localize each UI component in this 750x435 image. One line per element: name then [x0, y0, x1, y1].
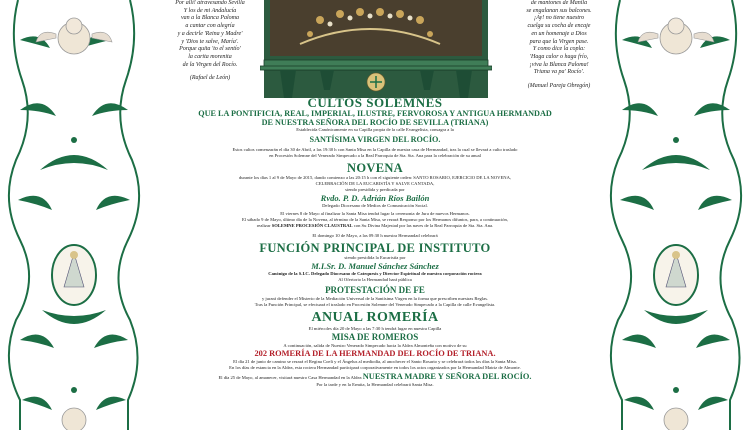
simpecado-altar-image	[260, 0, 492, 98]
novena-line-1: durante los días 1 al 9 de Mayo de 2015, dando comienzo a las 20:15 h con el siguiente orden: SANTO ROSARIO, EJERCICIO DE LA NOVENA,	[238, 175, 512, 181]
virgin-medallion-right	[654, 245, 698, 305]
romeria-line-3: El día 21 de junio de camino se rezará el Regina Coeli y el Ángelus al mediodía, al anochecer el Santo Rosario y se celebrará todos los días la Santa Misa.	[233, 359, 517, 365]
poem-line: Por allí! atravesando Sevilla	[175, 0, 245, 6]
novena-line-2: CELEBRACIÓN DE LA EUCARISTÍA Y SALVE CANTADA,	[315, 181, 435, 187]
poem-line: para que la Virgen pase.	[529, 38, 589, 45]
poem-line: ¡Ay! no tiene nuestro	[533, 15, 585, 22]
novena-line-6: El sábado 9 de Mayo, último día de la Novena, al término de la Santa Misa, se rezará Responso por los Hermanos difuntos, para, a continuación,	[242, 217, 508, 223]
cherub-top-left	[36, 18, 112, 54]
protestacion-line-1: y jurará defender el Misterio de la Mediación Universal de la Santísima Virgen en la forma que prescriben nuestras Reglas.	[261, 296, 489, 302]
main-announcement	[148, 96, 602, 388]
romeria-virgin: NUESTRA MADRE Y SEÑORA DEL ROCÍO.	[362, 372, 532, 382]
poem-left	[150, 0, 270, 83]
right-border-drawing	[602, 0, 750, 430]
novena-line-7c: con Su Divina Majestad por las naves de la Real Parroquia de Sta. Sta. Ana.	[353, 223, 494, 229]
novena-line-3: siendo presidida y predicada por	[345, 187, 405, 193]
right-ornamental-border	[602, 0, 750, 430]
funcion-title: FUNCIÓN PRINCIPAL DE INSTITUTO	[259, 241, 491, 256]
poem-line: Y los de mi Andalucía	[183, 7, 237, 14]
poem-line: de mantones de Manila	[530, 0, 588, 6]
novena-line-7a: realizar	[256, 223, 271, 229]
romeria-misa: MISA DE ROMEROS	[331, 332, 419, 343]
virgin-title: SANTÍSIMA VIRGEN DEL ROCÍO.	[309, 135, 441, 145]
left-ornamental-border	[0, 0, 148, 430]
novena-line-8: El domingo 10 de Mayo, a las 09:30 h nuestra Hermandad celebrará	[312, 233, 438, 239]
left-border-drawing	[0, 0, 148, 430]
established-line: Establecida Canónicamente en su Capilla propia de la calle Evangelista, consagra a la	[296, 127, 454, 133]
poem-line: cuelga su cocha de encaje	[527, 23, 591, 30]
novena-preacher-role: Delegado Diocesano de Medios de Comunicación Social.	[322, 203, 428, 209]
poem-line: y a decirle 'Reina y Madre'	[177, 30, 243, 37]
funcion-line-1: siendo presidida la Eucaristía por	[344, 255, 406, 261]
subtitle-line-1: QUE LA PONTIFICIA, REAL, IMPERIAL, ILUSTRE, FERVOROSA Y ANTIGUA HERMANDAD	[198, 109, 552, 118]
poem-line: Porque quita 'to el sentío'	[179, 46, 241, 53]
romeria-title: ANUAL ROMERÍA	[311, 310, 439, 326]
novena-line-7	[148, 223, 602, 229]
romeria-line-5a: El día 25 de Mayo, al amanecer, visitará nuestro Casa Hermandad en la Aldea	[218, 375, 362, 381]
poem-author: (Rafael de León)	[189, 75, 231, 82]
cherub-bottom-left	[62, 408, 86, 430]
altar-drawing	[260, 0, 492, 98]
romeria-line-4: En los días de estancia en la Aldea, esta rociera Hermandad participará corporativamente en todos los actos organizados por la Hermandad Matriz de Almonte.	[229, 365, 521, 371]
novena-title: NOVENA	[347, 161, 403, 176]
poem-line: en un homenaje a Dios	[531, 30, 587, 37]
poem-line: y 'Dios te salve, María'.	[181, 38, 239, 45]
poem-line: van a la Blanca Paloma	[181, 15, 239, 22]
poem-line: la carita morenita	[188, 53, 232, 60]
romeria-line-2: A continuación, salida de Nuestro Venerado Simpecado hacia la Aldea Almonteña con motivo de su	[283, 343, 467, 349]
cherub-bottom-right	[664, 408, 688, 430]
romeria-line-5	[148, 371, 602, 382]
protestacion-title: PROTESTACIÓN DE FE	[325, 285, 425, 296]
poem-line: ¡viva la Blanca Paloma!	[529, 61, 589, 68]
poem-right	[503, 0, 615, 91]
funcion-preacher: M.I.Sr. D. Manuel Sánchez Sánchez	[311, 261, 439, 272]
poem-line: Y como dice la copla:	[532, 46, 586, 53]
virgin-medallion-left	[52, 245, 96, 305]
funcion-offertory: Al Ofertorio la Hermandad hará pública	[338, 277, 412, 283]
poem-line: de la Virgen del Rocío.	[182, 61, 238, 68]
novena-line-5: El viernes 8 de Mayo al finalizar la Santa Misa tendrá lugar la ceremonia de Jura de nuevos Hermanos.	[280, 211, 470, 217]
poem-line: se engalanan sus balcones.	[526, 7, 592, 14]
poem-line: 'Haga calor o haga frío,	[529, 53, 589, 60]
novena-preacher: Rvdo. P. D. Adrián Ríos Bailón	[320, 193, 430, 204]
main-title: CULTOS SOLEMNES	[307, 95, 443, 110]
poem-line: Triana va pa' Rocío'.	[533, 69, 585, 76]
romeria-line-1: El miércoles día 20 de Mayo a las 7:30 h tendrá lugar en nuestra Capilla	[308, 326, 442, 332]
romeria-red-title: 202 ROMERÍA DE LA HERMANDAD DEL ROCÍO DE TRIANA.	[254, 349, 496, 359]
romeria-line-6: Por la tarde y en la Ermita, la Hermandad celebrará Santa Misa.	[316, 382, 434, 388]
protestacion-line-2: Tras la Función Principal, se efectuará el traslado en Procesión Solemne del Venerado Simpecado a la Capilla de calle Evangelista.	[254, 302, 496, 308]
cherub-top-right	[638, 18, 714, 54]
para-1: Estos cultos comenzarán el día 30 de Abril, a las 19:30 h con Santa Misa en la Capilla de nuestra casa de Hermandad, tras la cual se llevará a culto traslado	[232, 147, 518, 153]
subtitle-line-2: DE NUESTRA SEÑORA DEL ROCÍO DE SEVILLA (TRIANA)	[261, 117, 489, 127]
poem-author: (Manuel Pareja Obregón)	[527, 83, 591, 90]
funcion-role: Canónigo de la S.I.C. Delegado Diocesano de Catequesis y Director Espiritual de nuestra corporación rociera	[268, 271, 482, 277]
para-2: en Procesión Solemne del Venerado Simpecado a la Real Parroquia de Sta. Sta. Ana para la celebración de su anual	[269, 153, 481, 159]
poem-line: a cantar con alegría	[185, 23, 235, 30]
novena-procession: SOLEMNE PROCESIÓN CLAUSTRAL	[271, 223, 353, 229]
